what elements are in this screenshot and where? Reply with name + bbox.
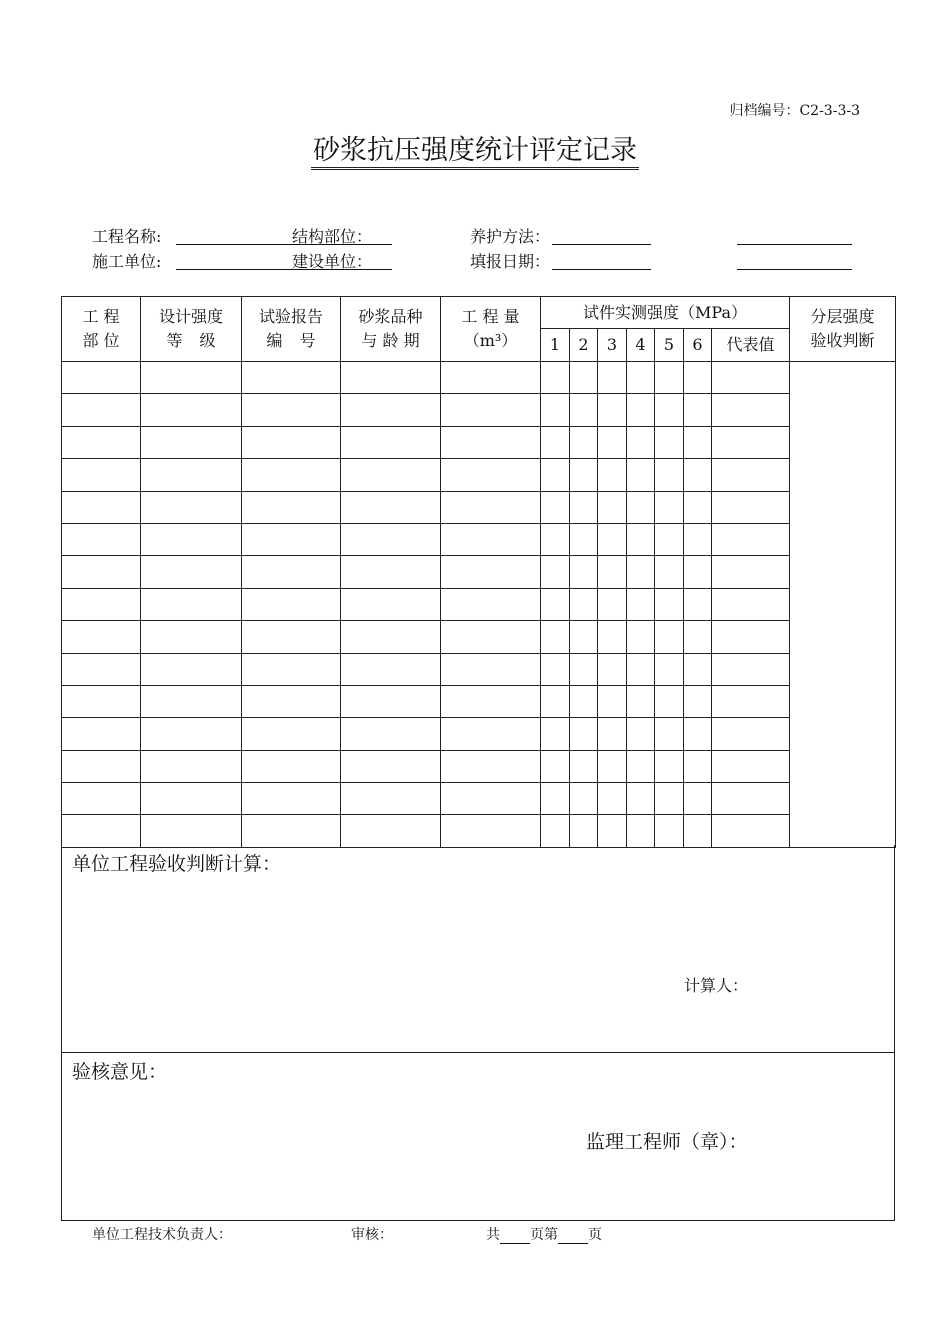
table-cell[interactable] bbox=[655, 750, 684, 782]
table-cell[interactable] bbox=[341, 718, 441, 750]
table-row bbox=[62, 588, 896, 620]
table-cell[interactable] bbox=[655, 653, 684, 685]
table-cell[interactable] bbox=[598, 653, 627, 685]
table-cell[interactable] bbox=[242, 815, 341, 847]
table-row bbox=[62, 362, 896, 394]
audit-label: 审核： bbox=[351, 1227, 393, 1243]
table-cell[interactable] bbox=[341, 523, 441, 555]
table-cell[interactable] bbox=[341, 459, 441, 491]
table-cell[interactable] bbox=[341, 750, 441, 782]
table-cell[interactable] bbox=[712, 491, 790, 523]
strength-table bbox=[61, 296, 896, 848]
table-cell[interactable] bbox=[441, 783, 541, 815]
header-specimen-3: 3 bbox=[598, 329, 627, 362]
table-cell[interactable] bbox=[441, 815, 541, 847]
table-cell[interactable] bbox=[570, 426, 598, 458]
table-cell[interactable] bbox=[627, 685, 655, 717]
table-cell[interactable] bbox=[341, 394, 441, 426]
table-cell[interactable] bbox=[541, 426, 570, 458]
table-cell[interactable] bbox=[712, 556, 790, 588]
table-cell[interactable] bbox=[627, 750, 655, 782]
table-cell[interactable] bbox=[655, 426, 684, 458]
table-row bbox=[62, 556, 896, 588]
table-cell[interactable] bbox=[62, 362, 141, 394]
table-cell[interactable] bbox=[570, 491, 598, 523]
table-cell[interactable] bbox=[62, 459, 141, 491]
table-cell[interactable] bbox=[242, 588, 341, 620]
table-cell[interactable] bbox=[627, 362, 655, 394]
table-cell[interactable] bbox=[598, 750, 627, 782]
curing-method-field[interactable] bbox=[552, 244, 651, 245]
table-cell[interactable] bbox=[655, 621, 684, 653]
report-date-field[interactable] bbox=[552, 269, 651, 270]
layer-judgment-cell[interactable] bbox=[790, 362, 896, 848]
table-cell[interactable] bbox=[712, 685, 790, 717]
archive-number: 归档编号：C2-3-3-3 bbox=[729, 103, 860, 119]
table-cell[interactable] bbox=[627, 459, 655, 491]
table-cell[interactable] bbox=[570, 718, 598, 750]
table-cell[interactable] bbox=[141, 815, 242, 847]
table-cell[interactable] bbox=[62, 394, 141, 426]
table-cell[interactable] bbox=[242, 750, 341, 782]
table-cell[interactable] bbox=[441, 362, 541, 394]
curing-method-label: 养护方法： bbox=[470, 227, 551, 246]
table-cell[interactable] bbox=[541, 815, 570, 847]
table-cell[interactable] bbox=[712, 588, 790, 620]
table-cell[interactable] bbox=[242, 621, 341, 653]
table-cell[interactable] bbox=[141, 426, 242, 458]
table-cell[interactable] bbox=[627, 394, 655, 426]
table-cell[interactable] bbox=[341, 685, 441, 717]
table-cell[interactable] bbox=[712, 426, 790, 458]
table-cell[interactable] bbox=[598, 556, 627, 588]
table-cell[interactable] bbox=[441, 491, 541, 523]
table-cell[interactable] bbox=[341, 783, 441, 815]
table-cell[interactable] bbox=[655, 523, 684, 555]
report-date-label: 填报日期： bbox=[470, 252, 551, 271]
table-cell[interactable] bbox=[341, 362, 441, 394]
table-cell[interactable] bbox=[684, 783, 712, 815]
table-cell[interactable] bbox=[541, 685, 570, 717]
page-title: 砂浆抗压强度统计评定记录 bbox=[0, 128, 950, 167]
table-cell[interactable] bbox=[141, 556, 242, 588]
table-cell[interactable] bbox=[655, 556, 684, 588]
header-specimen-2: 2 bbox=[570, 329, 598, 362]
table-cell[interactable] bbox=[684, 588, 712, 620]
page-count: 共 页第 页 bbox=[486, 1227, 602, 1243]
extra-field-2[interactable] bbox=[737, 269, 852, 270]
header-quantity: 工 程 量 （m³） bbox=[441, 297, 541, 362]
table-cell[interactable] bbox=[541, 523, 570, 555]
table-cell[interactable] bbox=[242, 394, 341, 426]
table-row bbox=[62, 426, 896, 458]
table-row bbox=[62, 621, 896, 653]
table-cell[interactable] bbox=[712, 653, 790, 685]
table-row bbox=[62, 523, 896, 555]
table-cell[interactable] bbox=[242, 685, 341, 717]
tech-lead-label: 单位工程技术负责人： bbox=[92, 1227, 232, 1243]
table-cell[interactable] bbox=[242, 556, 341, 588]
table-cell[interactable] bbox=[541, 718, 570, 750]
construction-unit-label: 施工单位: bbox=[92, 252, 162, 271]
table-cell[interactable] bbox=[712, 718, 790, 750]
table-body bbox=[62, 362, 896, 848]
table-cell[interactable] bbox=[712, 621, 790, 653]
table-cell[interactable] bbox=[570, 394, 598, 426]
table-cell[interactable] bbox=[341, 815, 441, 847]
table-cell[interactable] bbox=[541, 621, 570, 653]
table-cell[interactable] bbox=[627, 718, 655, 750]
table-cell[interactable] bbox=[627, 783, 655, 815]
table-cell[interactable] bbox=[62, 685, 141, 717]
table-cell[interactable] bbox=[598, 783, 627, 815]
page-number-field[interactable] bbox=[558, 1229, 588, 1244]
table-cell[interactable] bbox=[62, 556, 141, 588]
table-cell[interactable] bbox=[655, 362, 684, 394]
table-cell[interactable] bbox=[141, 362, 242, 394]
table-cell[interactable] bbox=[712, 394, 790, 426]
table-cell[interactable] bbox=[684, 718, 712, 750]
table-cell[interactable] bbox=[242, 783, 341, 815]
table-cell[interactable] bbox=[62, 588, 141, 620]
table-cell[interactable] bbox=[684, 815, 712, 847]
table-cell[interactable] bbox=[712, 362, 790, 394]
table-cell[interactable] bbox=[655, 718, 684, 750]
table-cell[interactable] bbox=[441, 685, 541, 717]
table-cell[interactable] bbox=[655, 685, 684, 717]
table-cell[interactable] bbox=[655, 815, 684, 847]
review-section bbox=[61, 1053, 895, 1221]
table-cell[interactable] bbox=[541, 491, 570, 523]
table-cell[interactable] bbox=[141, 783, 242, 815]
table-cell[interactable] bbox=[684, 556, 712, 588]
table-cell[interactable] bbox=[141, 750, 242, 782]
engineer-label: 监理工程师（章）： bbox=[586, 1131, 748, 1153]
table-cell[interactable] bbox=[441, 588, 541, 620]
table-cell[interactable] bbox=[598, 621, 627, 653]
table-cell[interactable] bbox=[441, 394, 541, 426]
table-row bbox=[62, 783, 896, 815]
table-cell[interactable] bbox=[684, 362, 712, 394]
table-cell[interactable] bbox=[141, 621, 242, 653]
table-cell[interactable] bbox=[541, 783, 570, 815]
table-cell[interactable] bbox=[541, 459, 570, 491]
header-representative-value: 代表值 bbox=[712, 329, 790, 362]
table-cell[interactable] bbox=[598, 718, 627, 750]
table-cell[interactable] bbox=[712, 783, 790, 815]
table-cell[interactable] bbox=[570, 783, 598, 815]
table-cell[interactable] bbox=[141, 491, 242, 523]
table-row bbox=[62, 685, 896, 717]
table-cell[interactable] bbox=[570, 815, 598, 847]
table-cell[interactable] bbox=[598, 394, 627, 426]
table-cell[interactable] bbox=[341, 653, 441, 685]
project-name-label: 工程名称: bbox=[92, 227, 162, 246]
header-report-no: 试验报告 编 号 bbox=[242, 297, 341, 362]
table-row bbox=[62, 394, 896, 426]
table-cell[interactable] bbox=[684, 685, 712, 717]
structure-part-label: 结构部位： bbox=[292, 227, 373, 246]
table-cell[interactable] bbox=[141, 653, 242, 685]
table-cell[interactable] bbox=[684, 523, 712, 555]
table-cell[interactable] bbox=[684, 653, 712, 685]
table-row bbox=[62, 750, 896, 782]
table-cell[interactable] bbox=[598, 815, 627, 847]
table-cell[interactable] bbox=[242, 491, 341, 523]
table-row bbox=[62, 653, 896, 685]
table-cell[interactable] bbox=[541, 750, 570, 782]
table-cell[interactable] bbox=[341, 588, 441, 620]
calc-label: 单位工程验收判断计算： bbox=[72, 853, 282, 875]
table-cell[interactable] bbox=[441, 750, 541, 782]
table-cell[interactable] bbox=[441, 621, 541, 653]
table-cell[interactable] bbox=[655, 588, 684, 620]
table-cell[interactable] bbox=[141, 718, 242, 750]
table-cell[interactable] bbox=[242, 653, 341, 685]
table-cell[interactable] bbox=[62, 621, 141, 653]
table-cell[interactable] bbox=[570, 556, 598, 588]
table-cell[interactable] bbox=[570, 685, 598, 717]
table-cell[interactable] bbox=[441, 426, 541, 458]
table-cell[interactable] bbox=[598, 362, 627, 394]
extra-field-1[interactable] bbox=[737, 244, 852, 245]
table-cell[interactable] bbox=[441, 653, 541, 685]
table-cell[interactable] bbox=[598, 523, 627, 555]
table-cell[interactable] bbox=[627, 621, 655, 653]
table-cell[interactable] bbox=[627, 815, 655, 847]
build-unit-label: 建设单位： bbox=[292, 252, 373, 271]
table-cell[interactable] bbox=[570, 588, 598, 620]
calculator-label: 计算人： bbox=[684, 976, 749, 995]
table-cell[interactable] bbox=[341, 491, 441, 523]
table-cell[interactable] bbox=[341, 426, 441, 458]
table-cell[interactable] bbox=[684, 621, 712, 653]
table-cell[interactable] bbox=[541, 556, 570, 588]
review-label: 验核意见： bbox=[72, 1061, 168, 1083]
table-cell[interactable] bbox=[341, 556, 441, 588]
header-mortar-type: 砂浆品种 与 龄 期 bbox=[341, 297, 441, 362]
table-cell[interactable] bbox=[242, 362, 341, 394]
header-specimen-4: 4 bbox=[627, 329, 655, 362]
header-specimen-1: 1 bbox=[541, 329, 570, 362]
header-specimen-5: 5 bbox=[655, 329, 684, 362]
table-cell[interactable] bbox=[62, 750, 141, 782]
table-cell[interactable] bbox=[598, 685, 627, 717]
table-cell[interactable] bbox=[441, 459, 541, 491]
table-row bbox=[62, 718, 896, 750]
table-cell[interactable] bbox=[655, 394, 684, 426]
header-measured-strength: 试件实测强度（MPa） bbox=[541, 297, 790, 329]
table-cell[interactable] bbox=[627, 491, 655, 523]
table-cell[interactable] bbox=[62, 718, 141, 750]
table-row bbox=[62, 815, 896, 847]
table-cell[interactable] bbox=[62, 815, 141, 847]
header-layer-judgment: 分层强度 验收判断 bbox=[790, 297, 896, 362]
table-cell[interactable] bbox=[684, 459, 712, 491]
table-cell[interactable] bbox=[684, 750, 712, 782]
table-cell[interactable] bbox=[242, 459, 341, 491]
table-cell[interactable] bbox=[541, 588, 570, 620]
table-cell[interactable] bbox=[441, 556, 541, 588]
header-design-grade: 设计强度 等 级 bbox=[141, 297, 242, 362]
table-cell[interactable] bbox=[141, 394, 242, 426]
table-cell[interactable] bbox=[684, 491, 712, 523]
total-pages-field[interactable] bbox=[500, 1229, 530, 1244]
table-cell[interactable] bbox=[62, 491, 141, 523]
table-cell[interactable] bbox=[655, 459, 684, 491]
table-cell[interactable] bbox=[627, 523, 655, 555]
table-cell[interactable] bbox=[541, 653, 570, 685]
table-cell[interactable] bbox=[598, 491, 627, 523]
table-cell[interactable] bbox=[242, 523, 341, 555]
table-cell[interactable] bbox=[712, 750, 790, 782]
table-cell[interactable] bbox=[242, 426, 341, 458]
table-cell[interactable] bbox=[570, 523, 598, 555]
table-row bbox=[62, 491, 896, 523]
header-specimen-6: 6 bbox=[684, 329, 712, 362]
table-cell[interactable] bbox=[570, 653, 598, 685]
table-cell[interactable] bbox=[627, 588, 655, 620]
table-cell[interactable] bbox=[242, 718, 341, 750]
table-cell[interactable] bbox=[441, 523, 541, 555]
table-cell[interactable] bbox=[141, 459, 242, 491]
table-cell[interactable] bbox=[598, 588, 627, 620]
table-cell[interactable] bbox=[570, 750, 598, 782]
table-cell[interactable] bbox=[712, 523, 790, 555]
calc-section bbox=[61, 845, 895, 1053]
table-cell[interactable] bbox=[712, 459, 790, 491]
table-cell[interactable] bbox=[62, 426, 141, 458]
table-cell[interactable] bbox=[684, 426, 712, 458]
table-cell[interactable] bbox=[655, 783, 684, 815]
table-cell[interactable] bbox=[341, 621, 441, 653]
table-cell[interactable] bbox=[541, 362, 570, 394]
table-cell[interactable] bbox=[684, 394, 712, 426]
table-cell[interactable] bbox=[62, 653, 141, 685]
table-cell[interactable] bbox=[655, 491, 684, 523]
table-cell[interactable] bbox=[570, 621, 598, 653]
table-cell[interactable] bbox=[627, 426, 655, 458]
header-part: 工 程 部 位 bbox=[62, 297, 141, 362]
table-cell[interactable] bbox=[627, 653, 655, 685]
table-cell[interactable] bbox=[570, 362, 598, 394]
table-cell[interactable] bbox=[541, 394, 570, 426]
table-cell[interactable] bbox=[598, 426, 627, 458]
table-cell[interactable] bbox=[712, 815, 790, 847]
table-cell[interactable] bbox=[62, 783, 141, 815]
table-cell[interactable] bbox=[441, 718, 541, 750]
table-cell[interactable] bbox=[141, 685, 242, 717]
table-cell[interactable] bbox=[141, 523, 242, 555]
table-cell[interactable] bbox=[141, 588, 242, 620]
table-cell[interactable] bbox=[598, 459, 627, 491]
table-cell[interactable] bbox=[570, 459, 598, 491]
table-cell[interactable] bbox=[627, 556, 655, 588]
table-row bbox=[62, 459, 896, 491]
table-cell[interactable] bbox=[62, 523, 141, 555]
